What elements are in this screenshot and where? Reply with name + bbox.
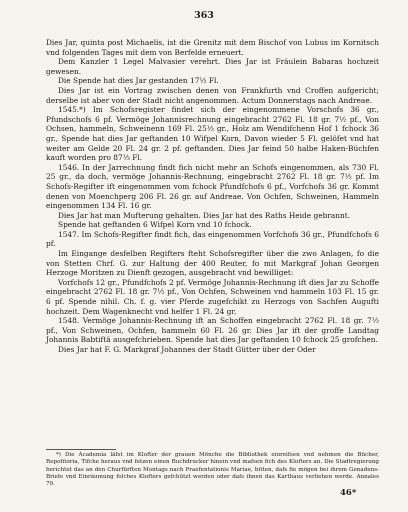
paragraph: Dies Jar ist ein Vortrag zwischen denen von Frankfurth vnd Croffen aufgericht; derselbe ist aber von der Stadt nicht angenommen. Actum Donnerstags nach Andreae. [46,85,379,105]
paragraph: Vorfchofs 12 gr., Pfundfchofs 2 pf. Vermöge Johannis-Rechnung ift dies Jar zu Schoffe eingebracht 2762 Fl. 18 gr. 7½ pf., Von Ochfen, Schweinen vnd hammeln 103 Fl. 15 gr. 6 pf. Spende nihil. Ch. f. g. vier Pferde zugefchikt zu Herzogs von Sachfen Augufti hochzeit. Dem Wagenknecht vnd helfer 1 Fl. 24 gr. [46,277,379,316]
printer-signature: 46* [340,488,357,498]
paragraph: Im Eingange desfelben Regifters fteht Schofsregifter über die zwo Anlagen, fo die von Stetten Chrf. G. zur Haltung der 400 Reuter, fo mit Markgraf Johan Georgen Herzoge Moritzen zu Dienft gezogen, ausgebracht vnd bewilliget: [46,249,379,278]
paragraph: 1547. Im Schofs-Regifter findt fich, das eingenommen Vorfchofs 36 gr., Pfundfchofs 6 pf. [46,229,379,249]
footnote [46,452,379,488]
paragraph: 1545.*) Im Schofsregister findet sich der eingenommene Vorschofs 36 gr., Pfundschofs 6 pf. Vermöge Johannisrechnung eingebracht 2762 Fl. 18 gr. 7½ pf., Von Ochsen, hammeln, Schweinenn 169 Fl. 25⅓ gr., Holz am Wendifchenn Hof 1 fchock 36 gr., Spende hat dies Jar geftanden 10 Wifpel Korn, Davon wieder 5 Fl. gelöfet vnd hat weiter am Gelde 20 Fl. 24 gr. 2 pf. geftanden. Dies Jar feind 50 halbe Haken-Büchfen kauft worden pro 87⅓ Fl. [46,105,379,163]
footnote-rule [46,449,116,450]
paragraph: Dies Jar hat F. G. Markgraf Johannes der Stadt Gütter über der Oder [58,345,316,354]
paragraph: Spende hat geftanden 6 Wifpel Korn vnd 10 fchock. [58,220,252,230]
paragraph: Dies Jar hat man Mufterung gehalten. Dies Jar hat des Raths Heide gebrannt. [58,210,351,220]
paragraph: Dem Kanzler 1 Legel Malvasier verehrt. Dies Jar ist Fräulein Babaras hochzeit gewesen. [46,57,379,76]
paragraph: Die Spende hat dies Jar gestanden 17½ Fl. [58,76,219,86]
footnote-text: *) Die Academia läfst im Klofter der grauen Mönche die Bibliothek einreifsen vnd nehmen die Bücher, Repofitoria, Tifche heraus vnd fetzen einen Buchdrucker hinein vnd mafsen fich des Klofters an. Die Stadtregierung berichtet das an den Churfürften Montags nach Praefentationis Mariae, bitten, dafs fie mögen bei ihrem Genadens-Briefe vnd Einräumung folches Klofters gefchützt werden oder dafs ihnen das Karthaus verliehen werde. Annales 79. [46,452,379,488]
page-number: 363 [194,10,214,21]
main-text [46,38,379,355]
paragraph: 1546. In der Jarrechnung findt fich nicht mehr an Schofs eingenommen, als 730 Fl. 25 gr., da doch, vermöge Johannis-Rechnung, eingebracht 2762 Fl. 18 gr. 7½ pf. Im Schofs-Regifter ift eingenommen vom fchock Pfundfchofs 6 pf., Vorfchofs 36 gr. Kommt denen von Moenchperg 206 Fl. 26 gr. auf Andreae. Von Ochfen, Schweinen, Hammeln eingenommen 134 Fl. 16 gr. [46,162,379,211]
paragraph: Dies Jar, quinta post Michaelis, ist die Grenitz mit dem Bischof von Lubus im Kornitsch vnd folgenden Tages mit dem von Berfelde erneuert. [46,38,379,57]
paragraph: 1548. Vermöge Johannis-Rechnung ift an Schoffen eingebracht 2762 Fl. 18 gr. 7½ pf., Von Schweinen, Ochfen, hammeln 60 Fl. 26 gr. Dies Jar ift der groffe Landtag Johannis Babtiftä ausgefchrieben. Spende hat dies Jar geftanden 10 fchock 25 grofchen. [46,316,379,345]
